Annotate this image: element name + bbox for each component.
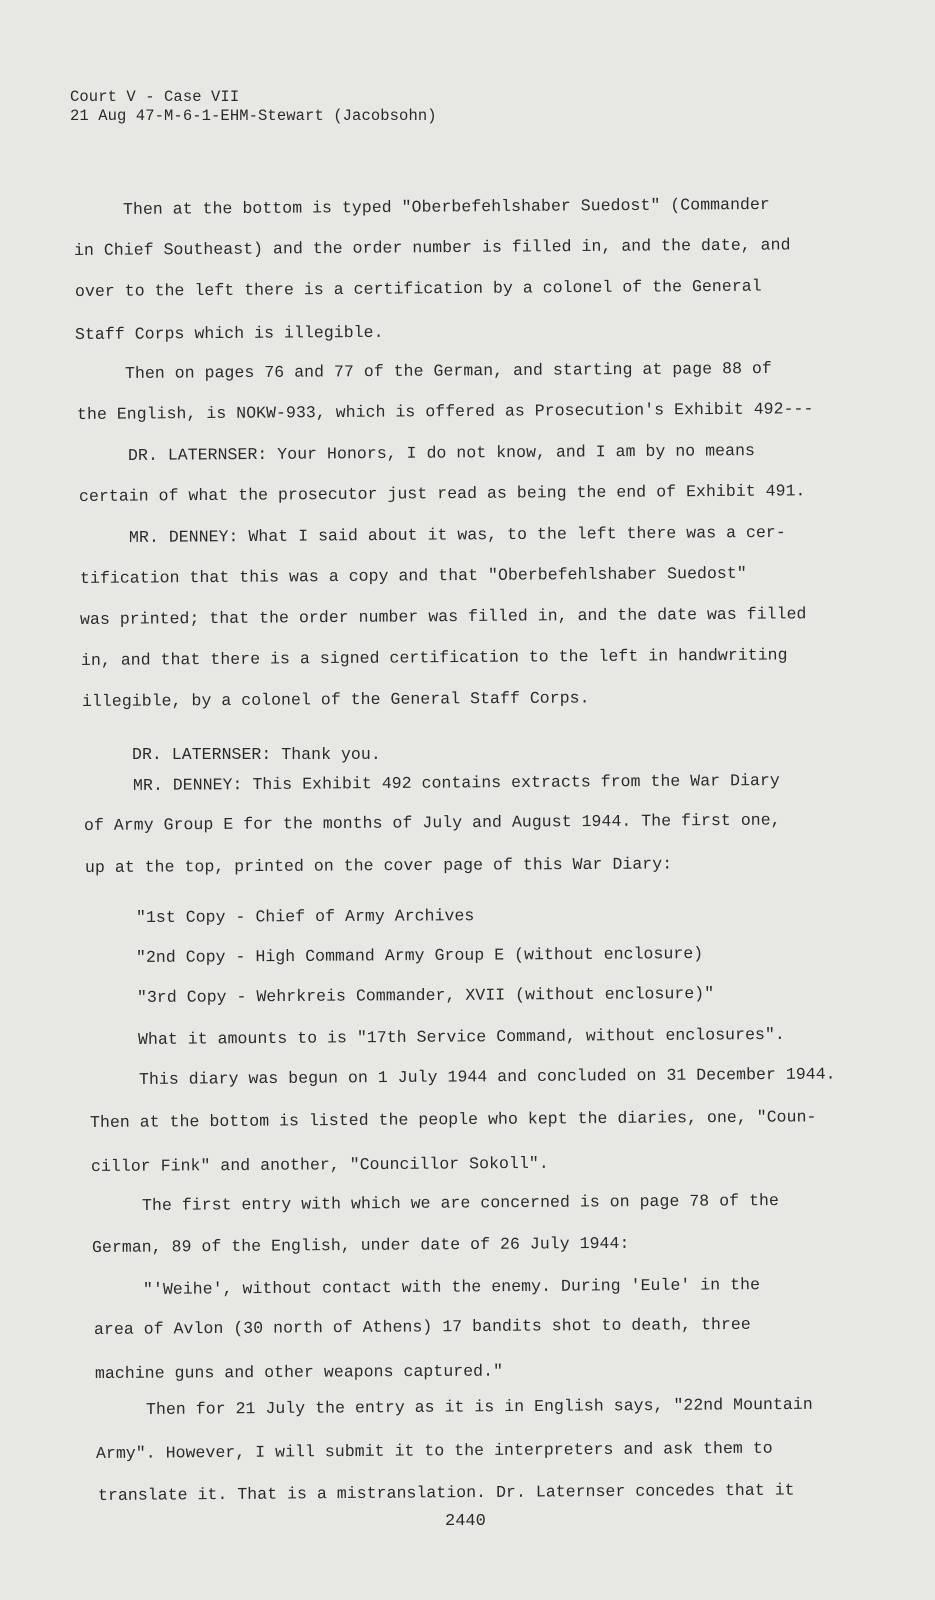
text-line: "1st Copy - Chief of Army Archives <box>135 906 475 927</box>
text-line: in Chief Southeast) and the order number is filled in, and the date, and <box>73 235 791 260</box>
text-line: Then at the bottom is typed "Oberbefehlshaber Suedost" (Commander <box>122 194 770 219</box>
text-line: DR. LATERNSER: Thank you. <box>132 745 381 764</box>
text-line: in, and that there is a signed certification to the left in handwriting <box>80 645 788 670</box>
text-line: "3rd Copy - Wehrkreis Commander, XVII (without enclosure)" <box>136 983 715 1007</box>
text-line: over to the left there is a certification by a colonel of the General <box>74 276 762 301</box>
text-line: "'Weihe', without contact with the enemy. During 'Eule' in the <box>142 1275 761 1299</box>
text-line: of Army Group E for the months of July and August 1944. The first one, <box>83 810 781 835</box>
text-line: Then on pages 76 and 77 of the German, and starting at page 88 of <box>124 358 772 383</box>
text-line: Then for 21 July the entry as it is in English says, "22nd Mountain <box>145 1394 813 1419</box>
text-line: area of Avlon (30 north of Athens) 17 bandits shot to death, three <box>93 1314 751 1339</box>
text-line: the English, is NOKW-933, which is offered as Prosecution's Exhibit 492--- <box>76 399 814 424</box>
text-line: translate it. That is a mistranslation. Dr. Laternser concedes that it <box>97 1480 795 1505</box>
text-line: Then at the bottom is listed the people who kept the diaries, one, "Coun- <box>89 1107 817 1132</box>
text-line: "2nd Copy - High Command Army Group E (without enclosure) <box>135 944 704 967</box>
text-line: tification that this was a copy and that "Oberbefehlshaber Suedost" <box>79 563 747 588</box>
text-line: German, 89 of the English, under date of 26 July 1944: <box>91 1233 630 1257</box>
text-line: up at the top, printed on the cover page of this War Diary: <box>84 854 673 877</box>
case-header <box>70 88 437 126</box>
text-line: MR. DENNEY: What I said about it was, to the left there was a cer- <box>128 522 786 547</box>
date-reporter-line: 21 Aug 47-M-6-1-EHM-Stewart (Jacobsohn) <box>70 107 437 125</box>
text-line: cillor Fink" and another, "Councillor Sokoll". <box>90 1153 549 1176</box>
court-case-line: Court V - Case VII <box>70 88 240 106</box>
text-line: The first entry with which we are concerned is on page 78 of the <box>141 1190 779 1215</box>
text-line: What it amounts to is "17th Service Command, without enclosures". <box>137 1024 785 1049</box>
text-line: MR. DENNEY: This Exhibit 492 contains extracts from the War Diary <box>132 770 780 795</box>
page-number: 2440 <box>445 1512 486 1531</box>
text-line: Army". However, I will submit it to the interpreters and ask them to <box>95 1438 773 1463</box>
text-line: certain of what the prosecutor just read as being the end of Exhibit 491. <box>78 481 806 506</box>
text-line: machine guns and other weapons captured." <box>94 1361 504 1383</box>
text-line: was printed; that the order number was filled in, and the date was filled <box>79 604 807 629</box>
text-line: illegible, by a colonel of the General Staff Corps. <box>81 688 590 711</box>
text-line: DR. LATERNSER: Your Honors, I do not know, and I am by no means <box>127 441 756 465</box>
text-line: This diary was begun on 1 July 1944 and concluded on 31 December 1944. <box>138 1064 836 1089</box>
text-line: Staff Corps which is illegible. <box>74 322 384 344</box>
